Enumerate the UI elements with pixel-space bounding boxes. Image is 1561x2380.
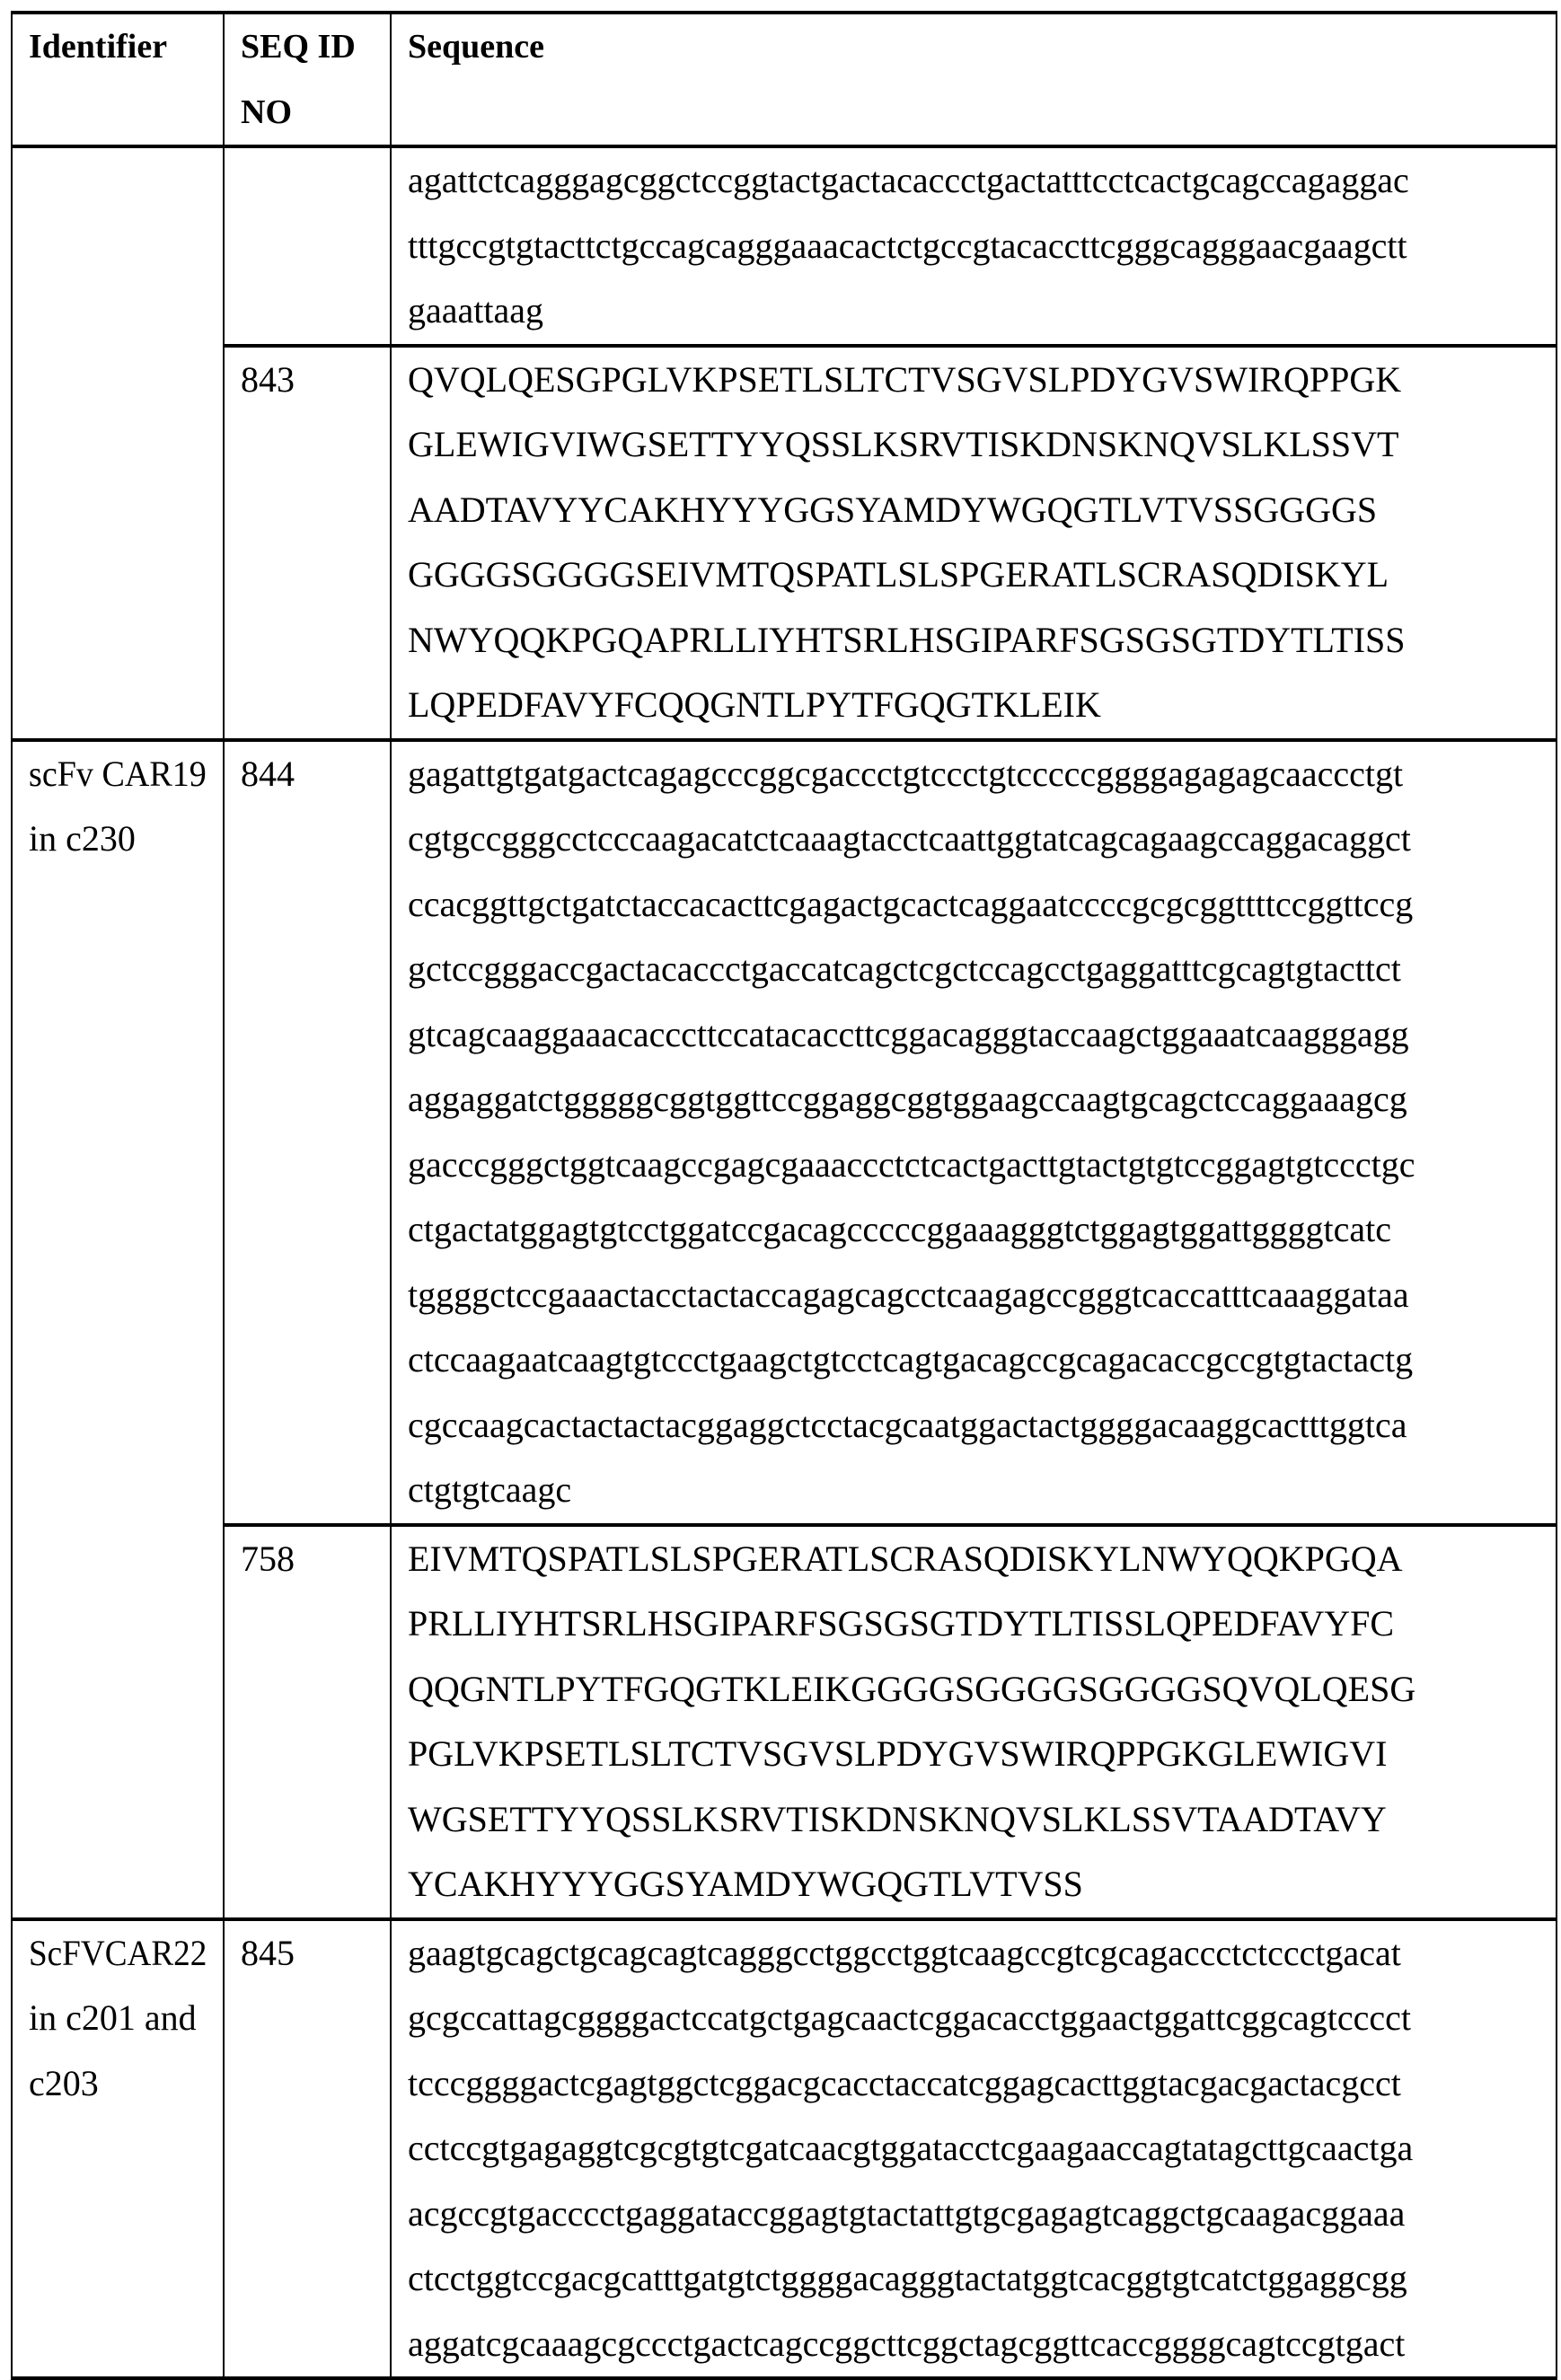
- identifier-line: scFv CAR19: [29, 742, 198, 807]
- sequence-line: agattctcagggagcggctccggtactgactacaccctgactatttcctcactgcagccagaggac: [408, 148, 1539, 214]
- seq-id-cell: [224, 1525, 391, 1919]
- sequence-line: gtcagcaaggaaacacccttccatacaccttcggacagggtaccaagctggaaatcaagggagg: [408, 1002, 1539, 1068]
- sequence-cell: [391, 1525, 1557, 1919]
- sequence-line: ccacggttgctgatctaccacacttcgagactgcactcaggaatccccgcgcggttttccggttccg: [408, 872, 1539, 938]
- sequence-line: gcgccattagcggggactccatgctgagcaactcggacacctggaactggattcggcagtcccct: [408, 1986, 1539, 2051]
- sequence-line: cctccgtgagaggtcgcgtgtcgatcaacgtggatacctcgaagaaccagtatagcttgcaactga: [408, 2116, 1539, 2182]
- sequence-line: tggggctccgaaactacctactaccagagcagcctcaagagccgggtcaccatttcaaaggataa: [408, 1263, 1539, 1328]
- sequence-line: ctccaagaatcaagtgtccctgaagctgtcctcagtgacagccgcagacaccgccgtgtactactg: [408, 1327, 1539, 1393]
- table-row: [12, 346, 1557, 740]
- identifier-line: in c201 and: [29, 1986, 207, 2051]
- sequence-line: aggatcgcaaagcgccctgactcagccggcttcggctagcggttcaccggggcagtccgtgact: [408, 2312, 1539, 2377]
- identifier-line: c203: [29, 2051, 207, 2117]
- seq-id-cell: [224, 146, 391, 346]
- header-seq-id-line1: SEQ ID: [241, 14, 374, 80]
- sequence-line: EIVMTQSPATLSLSPGERATLSCRASQDISKYLNWYQQKPGQA: [408, 1527, 1539, 1592]
- header-identifier-label: Identifier: [29, 28, 167, 66]
- sequence-line: YCAKHYYYGGSYAMDYWGQGTLVTVSS: [408, 1852, 1539, 1917]
- sequence-line: QQGNTLPYTFGQGTKLEIKGGGGSGGGGSGGGGSQVQLQESG: [408, 1657, 1539, 1723]
- identifier-cell: [12, 146, 224, 740]
- seq-id-cell: [224, 346, 391, 740]
- header-identifier: [12, 13, 224, 146]
- sequence-line: gagattgtgatgactcagagcccggcgaccctgtccctgtcccccggggagagagcaaccctgt: [408, 742, 1539, 807]
- seq-id-value: 845: [241, 1933, 295, 1973]
- identifier-cell: [12, 740, 224, 1919]
- sequence-line: GLEWIGVIWGSETTYYQSSLKSRVTISKDNSKNQVSLKLSSVT: [408, 412, 1539, 478]
- seq-id-value: 758: [241, 1538, 295, 1579]
- sequence-line: gaaattaag: [408, 278, 1539, 344]
- sequence-line: cgccaagcactactactacggaggctcctacgcaatggactactggggacaaggcactttggtca: [408, 1393, 1539, 1459]
- header-seq-id: [224, 13, 391, 146]
- table-header-row: [12, 13, 1557, 146]
- sequence-line: QVQLQESGPGLVKPSETLSLTCTVSGVSLPDYGVSWIRQPPGK: [408, 348, 1539, 413]
- table-row: [12, 1525, 1557, 1919]
- sequence-line: GGGGSGGGGSEIVMTQSPATLSLSPGERATLSCRASQDISKYL: [408, 542, 1539, 608]
- table-row: [12, 1919, 1557, 2379]
- table-row: [12, 740, 1557, 1525]
- sequence-line: aggaggatctgggggcggtggttccggaggcggtggaagccaagtgcagctccaggaaagcg: [408, 1067, 1539, 1133]
- header-seq-id-line2: NO: [241, 80, 374, 145]
- seq-id-value: 844: [241, 754, 295, 794]
- sequence-line: ctcctggtccgacgcatttgatgtctggggacagggtactatggtcacggtgtcatctggaggcgg: [408, 2246, 1539, 2312]
- sequence-cell: [391, 740, 1557, 1525]
- table-row: [12, 146, 1557, 346]
- seq-id-cell: [224, 740, 391, 1525]
- identifier-line: ScFVCAR22: [29, 1921, 194, 1987]
- header-sequence-label: Sequence: [408, 28, 544, 66]
- sequence-line: tcccggggactcgagtggctcggacgcacctaccatcggagcacttggtacgacgactacgcct: [408, 2051, 1539, 2117]
- sequence-line: gacccgggctggtcaagccgagcgaaaccctctcactgacttgtactgtgtccggagtgtccctgc: [408, 1133, 1539, 1198]
- sequence-line: NWYQQKPGQAPRLLIYHTSRLHSGIPARFSGSGSGTDYTLTISS: [408, 608, 1539, 674]
- sequence-cell: [391, 146, 1557, 346]
- sequence-line: acgccgtgacccctgaggataccggagtgtactattgtgcgagagtcaggctgcaagacggaaa: [408, 2182, 1539, 2247]
- sequence-line: PRLLIYHTSRLHSGIPARFSGSGSGTDYTLTISSLQPEDFAVYFC: [408, 1591, 1539, 1657]
- identifier-cell: [12, 1919, 224, 2379]
- sequence-cell: [391, 346, 1557, 740]
- sequence-line: LQPEDFAVYFCQQGNTLPYTFGQGTKLEIK: [408, 673, 1539, 738]
- header-sequence: [391, 13, 1557, 146]
- sequence-line: PGLVKPSETLSLTCTVSGVSLPDYGVSWIRQPPGKGLEWIGVI: [408, 1722, 1539, 1787]
- sequence-line: cgtgccgggcctcccaagacatctcaaagtacctcaattggtatcagcagaagccaggacaggct: [408, 807, 1539, 872]
- sequence-cell: [391, 1919, 1557, 2379]
- sequence-line: ctgtgtcaagc: [408, 1458, 1539, 1523]
- sequence-line: gctccgggaccgactacaccctgaccatcagctcgctccagcctgaggatttcgcagtgtacttct: [408, 937, 1539, 1002]
- sequence-line: tttgccgtgtacttctgccagcagggaaacactctgccgtacaccttcgggcagggaacgaagctt: [408, 214, 1539, 279]
- seq-id-cell: [224, 1919, 391, 2379]
- sequence-line: ctgactatggagtgtcctggatccgacagcccccggaaagggtctggagtggattggggtcatc: [408, 1197, 1539, 1263]
- seq-id-value: 843: [241, 359, 295, 400]
- sequence-line: AADTAVYYCAKHYYYGGSYAMDYWGQGTLVTVSSGGGGS: [408, 478, 1539, 543]
- sequence-table: [11, 11, 1557, 2380]
- sequence-line: gaagtgcagctgcagcagtcagggcctggcctggtcaagccgtcgcagaccctctccctgacat: [408, 1921, 1539, 1987]
- identifier-line: in c230: [29, 807, 207, 872]
- sequence-line: WGSETTYYQSSLKSRVTISKDNSKNQVSLKLSSVTAADTAVY: [408, 1787, 1539, 1853]
